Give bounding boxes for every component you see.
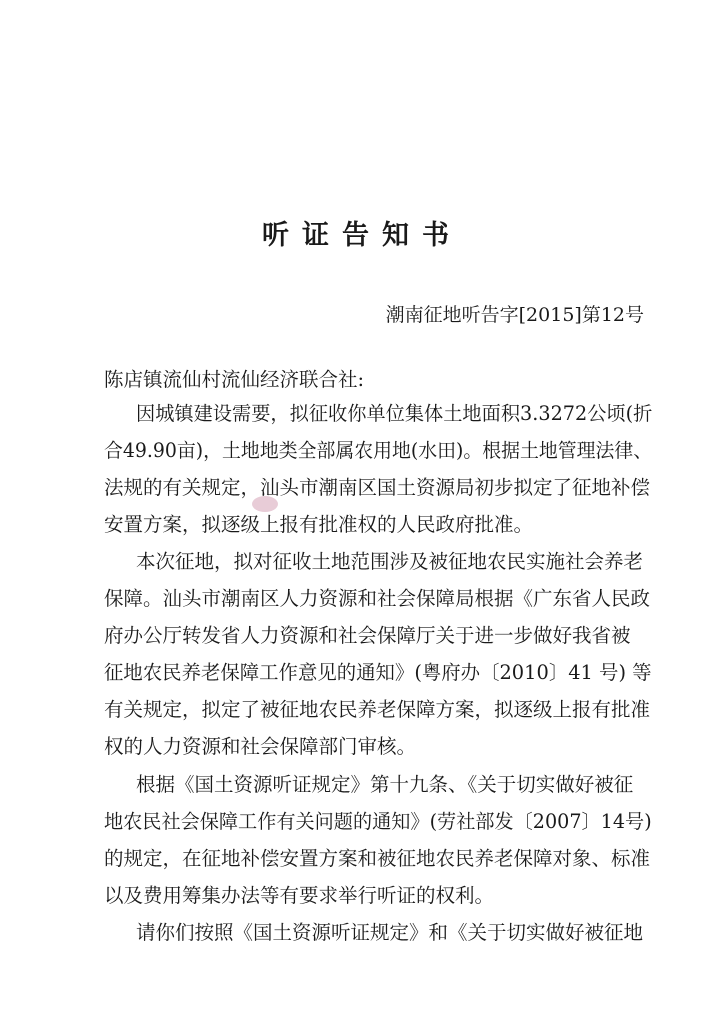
paragraph-3-line-3: 的规定，在征地补偿安置方案和被征地农民养老保障对象、标准 xyxy=(104,847,651,870)
paragraph-3-line-1: 根据《国土资源听证规定》第十九条、《关于切实做好被征 xyxy=(136,773,634,796)
paragraph-2-line-6: 权的人力资源和社会保障部门审核。 xyxy=(104,735,417,758)
paragraph-1-line-3: 法规的有关规定，汕头市潮南区国土资源局初步拟定了征地补偿 xyxy=(104,476,651,499)
paragraph-2-line-3: 府办公厅转发省人力资源和社会保障厅关于进一步做好我省被 xyxy=(104,624,631,647)
paragraph-2-line-4: 征地农民养老保障工作意见的通知》(粤府办〔2010〕41 号) 等 xyxy=(104,661,652,684)
paragraph-1-line-4: 安置方案，拟逐级上报有批准权的人民政府批准。 xyxy=(104,513,534,536)
document-number: 潮南征地听告字[2015]第12号 xyxy=(385,304,644,326)
paragraph-2-line-1: 本次征地，拟对征收土地范围涉及被征地农民实施社会养老 xyxy=(136,550,644,573)
paragraph-1-line-1: 因城镇建设需要，拟征收你单位集体土地面积3.3272公顷(折 xyxy=(136,402,653,425)
ink-smudge xyxy=(252,496,278,512)
paragraph-2-line-2: 保障。汕头市潮南区人力资源和社会保障局根据《广东省人民政 xyxy=(104,587,651,610)
paragraph-4-line-1: 请你们按照《国土资源听证规定》和《关于切实做好被征地 xyxy=(136,921,644,944)
paragraph-3-line-2: 地农民社会保障工作有关问题的通知》(劳社部发〔2007〕14号) xyxy=(104,810,652,833)
document-title: 听证告知书 xyxy=(262,220,462,251)
paragraph-3-line-4: 以及费用筹集办法等有要求举行听证的权利。 xyxy=(104,884,495,907)
paragraph-2-line-5: 有关规定，拟定了被征地农民养老保障方案，拟逐级上报有批准 xyxy=(104,698,651,721)
paragraph-1-line-2: 合49.90亩)，土地地类全部属农用地(水田)。根据土地管理法律、 xyxy=(104,439,653,462)
addressee: 陈店镇流仙村流仙经济联合社: xyxy=(104,368,365,391)
